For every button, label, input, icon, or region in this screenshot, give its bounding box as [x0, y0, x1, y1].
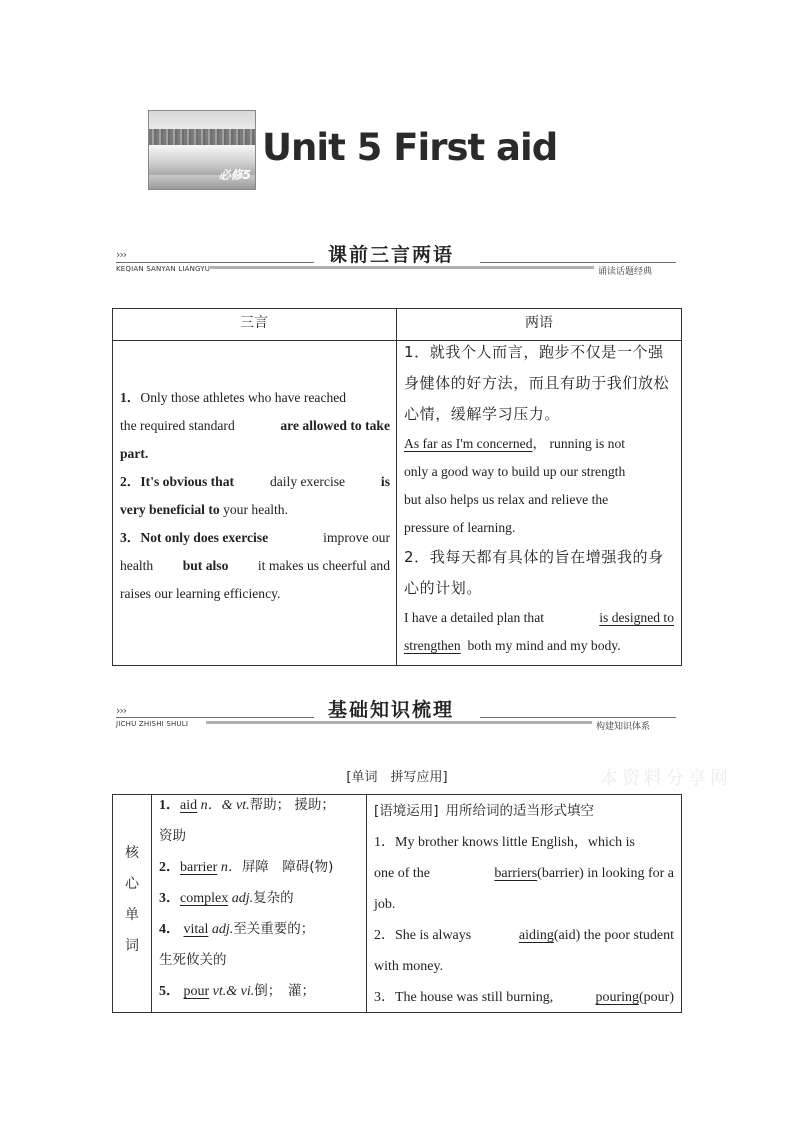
en-passage-1-line-3: but also helps us relax and relieve the — [404, 492, 609, 507]
exercise-q1-line-3: job. — [374, 897, 396, 912]
core-words-label: 核 心 单 词 — [125, 845, 139, 954]
table2-divider-1 — [151, 794, 152, 1013]
sentence-1-line-3: part. — [120, 446, 149, 461]
table1-divider — [396, 308, 397, 666]
word-list — [159, 790, 361, 1007]
section1-right-rule — [480, 262, 676, 263]
sentence-3-line-2: health but also it makes us cheerful and — [120, 558, 390, 573]
sentence-2-line-2: very beneficial to your health. — [120, 502, 289, 517]
section2-left-rule — [116, 717, 314, 718]
table2-divider-2 — [366, 794, 367, 1013]
zh-passage-1-line-1: 1．就我个人而言，跑步不仅是一个强 — [404, 343, 664, 361]
sentence-1-line-2: the required standard are allowed to take — [120, 418, 390, 433]
answer-pouring: pouring — [595, 990, 639, 1005]
sentence-1-line-1: 1．Only those athletes who have reached — [120, 390, 347, 405]
sentence-2-line-1: 2．It's obvious that daily exercise is — [120, 474, 390, 489]
section2-right-rule — [480, 717, 676, 718]
word-item-aid: 1．aid n．& vt.帮助； 援助； — [159, 797, 335, 813]
zh-passage-1-line-2: 身健体的好方法，而且有助于我们放松 — [404, 374, 670, 392]
section2-subtitle: 构建知识体系 — [596, 722, 651, 732]
exercise-q1-line-1: 1．My brother knows little English，which is — [374, 835, 635, 850]
en-passage-1-line-1: As far as I'm concerned， running is not — [404, 436, 626, 451]
exercise-q2-line-1: 2．She is always aiding(aid) the poor student — [374, 928, 674, 943]
en-passage-1-line-2: only a good way to build up our strength — [404, 464, 626, 479]
cover-image — [148, 110, 256, 190]
section2-pinyin: JICHU ZHISHI SHULI — [116, 720, 189, 728]
section2-bar — [206, 721, 592, 724]
word-item-barrier: 2．barrier n．屏障 障碍(物) — [159, 859, 334, 875]
section1-arrows-icon: ››› — [116, 248, 127, 261]
section1-bar — [210, 266, 594, 269]
sentence-3-line-3: raises our learning efficiency. — [120, 586, 281, 601]
forest-image-part — [149, 129, 255, 145]
en-passage-2-line-2: strengthen both my mind and my body. — [404, 638, 621, 653]
en-passage-2-line-1: I have a detailed plan that is designed to — [404, 610, 674, 625]
section2-arrows-icon: ››› — [116, 704, 127, 717]
unit-title: Unit 5 First aid — [262, 126, 558, 169]
liangyu-passages — [404, 337, 674, 660]
word-item-vital-cont: 生死攸关的 — [159, 952, 227, 968]
section1-subtitle: 诵读话题经典 — [598, 267, 653, 277]
word-item-vital: 4． vital adj.至关重要的； — [159, 921, 315, 937]
en-passage-1-line-4: pressure of learning. — [404, 520, 516, 535]
answer-barriers: barriers — [494, 866, 538, 881]
section1-pinyin: KEQIAN SANYAN LIANGYU — [116, 265, 211, 273]
answer-aiding: aiding — [518, 928, 554, 943]
sanyan-sentences — [120, 384, 390, 608]
exercise-q2-line-2: with money. — [374, 959, 444, 974]
zh-passage-1-line-3: 心情，缓解学习压力。 — [404, 405, 561, 423]
exercise-q3-line-1: 3．The house was still burning, pouring(pour) — [374, 990, 674, 1005]
exercise-q1-line-2: one of the barriers(barrier) in looking for a — [374, 866, 674, 881]
zh-passage-2-line-2: 心的计划。 — [404, 579, 483, 597]
banner-tag: 必修5 — [218, 168, 251, 182]
vocab-caption: [单词 拼写应用] — [346, 770, 448, 785]
section1-title: 课前三言两语 — [328, 244, 455, 266]
section1-left-rule — [116, 262, 314, 263]
col-header-sanyan: 三言 — [240, 315, 268, 331]
zh-passage-2-line-1: 2．我每天都有具体的旨在增强我的身 — [404, 548, 664, 566]
watermark: 本资料分享网 — [600, 768, 732, 789]
word-item-complex: 3．complex adj.复杂的 — [159, 890, 294, 906]
context-exercise — [374, 796, 674, 1013]
col-header-liangyu: 两语 — [525, 315, 553, 331]
exercise-heading: [语境运用] 用所给词的适当形式填空 — [374, 803, 595, 819]
section2-title: 基础知识梳理 — [328, 699, 455, 721]
sentence-3-line-1: 3．Not only does exercise improve our — [120, 530, 390, 545]
word-item-aid-cont: 资助 — [159, 828, 186, 844]
word-item-pour: 5． pour vt.& vi.倒； 灌； — [159, 983, 316, 999]
